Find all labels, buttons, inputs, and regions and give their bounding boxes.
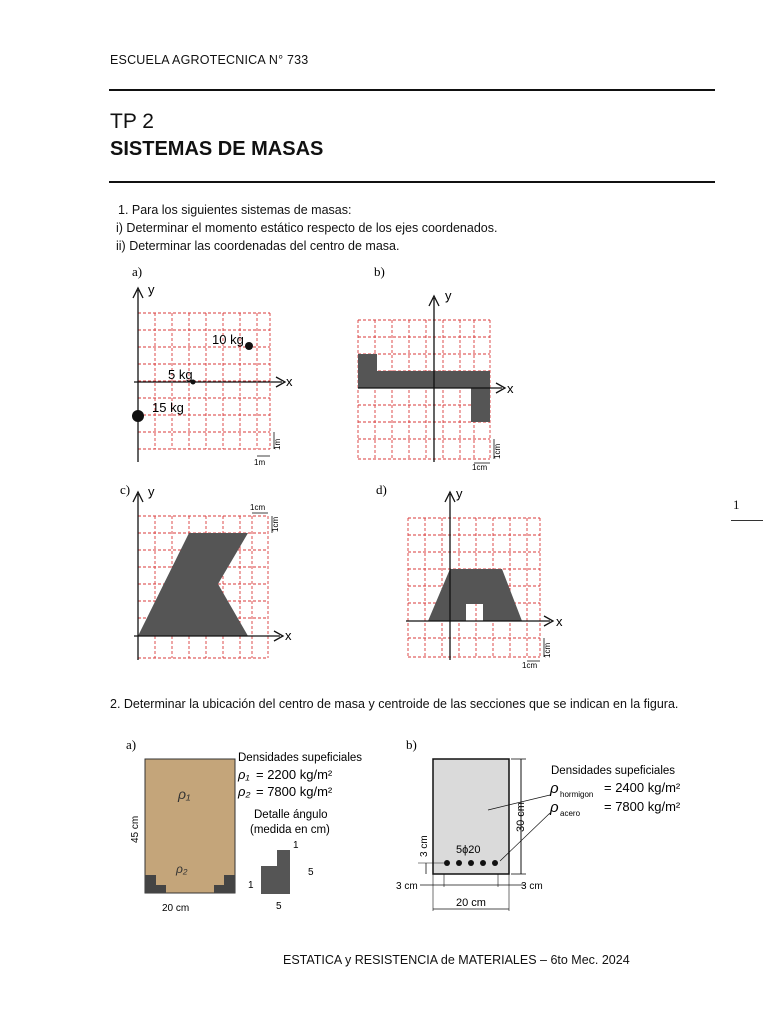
figure-2b-height: 30 cm (515, 802, 527, 832)
question-1 (118, 201, 497, 255)
figure-1c-unit-y: 1cm (271, 516, 280, 532)
mass-15kg-label: 15 kg (152, 400, 184, 415)
figure-1b-unit-y: 1cm (493, 443, 502, 459)
figure-1c-unit-x: 1cm (250, 503, 266, 512)
question-2: 2. Determinar la ubicación del centro de masa y centroide de las secciones que se indican en la figura. (110, 697, 679, 711)
tp-number: TP 2 (110, 110, 154, 133)
figure-1c-label: c) (120, 482, 131, 497)
title-rule (109, 181, 715, 183)
figure-1a-grid (138, 313, 270, 449)
mass-15kg-point (132, 410, 144, 422)
figure-1a-y-label: y (148, 282, 155, 297)
figure-2b-cover: 3 cm (419, 835, 430, 857)
rho-acero-value: = 7800 kg/m² (604, 799, 681, 814)
figure-1c-y-label: y (148, 484, 155, 499)
rho-acero-symbol: ρ (550, 799, 559, 816)
rho1-symbol-legend: ρ₁ (238, 767, 250, 782)
figure-1a-x-label: x (286, 374, 293, 389)
figure-1d-label: d) (376, 482, 387, 497)
rho2-symbol: ρ₂ (176, 862, 188, 876)
mass-10kg-label: 10 kg (212, 332, 244, 347)
figure-1b-label: b) (374, 264, 385, 279)
school-name: ESCUELA AGROTECNICA N° 733 (110, 53, 309, 67)
figure-1d-shape (428, 569, 522, 621)
rho-acero-sub: acero (560, 809, 581, 818)
angle-dim-left: 1 (248, 880, 254, 891)
rho-hormigon-sub: hormigon (560, 790, 594, 799)
margin-page-line (731, 520, 763, 521)
rho2-symbol-legend: ρ₂ (238, 784, 251, 799)
angle-dim-top: 1 (293, 840, 299, 851)
figure-1b-grid (358, 320, 490, 459)
angle-detail-shape (261, 850, 290, 894)
figure-1b-unit-x: 1cm (472, 463, 488, 472)
figure-1c (118, 480, 303, 670)
rho2-value: = 7800 kg/m² (256, 784, 333, 799)
figure-1d-x-label: x (556, 614, 563, 629)
figure-2b-right-cover: 3 cm (521, 881, 543, 892)
rebar-label: 5ϕ20 (456, 844, 481, 856)
figure-2b-left-cover: 3 cm (396, 881, 418, 892)
concrete-section (433, 759, 509, 874)
figure-1a-label: a) (132, 264, 143, 279)
section-rectangle (145, 759, 235, 893)
rho-hormigon-value: = 2400 kg/m² (604, 780, 681, 795)
margin-page-number: 1 (733, 497, 740, 512)
figure-2a-label: a) (126, 737, 137, 752)
figure-2a-density-title: Densidades supeficiales (238, 752, 363, 764)
figure-1b-y-label: y (445, 288, 452, 303)
mass-5kg-label: 5 kg (168, 367, 193, 382)
figure-1a-unit-y: 1m (273, 438, 282, 450)
figure-1d (370, 480, 570, 675)
rho-hormigon-symbol: ρ (550, 780, 559, 797)
figure-1b-x-label: x (507, 381, 514, 396)
question-1-line-3: ii) Determinar las coordenadas del centro de masa. (116, 239, 400, 253)
figure-1b (350, 262, 535, 472)
header-rule (109, 89, 715, 91)
question-1-line-1: 1. Para los siguientes sistemas de masas: (118, 203, 352, 217)
figure-2b-label: b) (406, 737, 417, 752)
figure-2b-width: 20 cm (456, 897, 486, 909)
angle-dim-bottom: 5 (276, 901, 282, 912)
rho1-symbol: ρ₁ (178, 786, 191, 802)
angle-detail-units: (medida en cm) (250, 824, 330, 836)
figure-2a-height: 45 cm (130, 815, 141, 843)
figure-2a-width: 20 cm (162, 903, 190, 914)
question-1-line-2: i) Determinar el momento estático respecto de los ejes coordenados. (116, 221, 498, 235)
page-title: SISTEMAS DE MASAS (110, 138, 324, 160)
figure-2b (390, 735, 710, 915)
footer-course: ESTATICA y RESISTENCIA de MATERIALES – 6to Mec. 2024 (283, 953, 630, 967)
figure-1c-shape (138, 533, 248, 636)
figure-1a (120, 262, 305, 472)
figure-2b-density-title: Densidades supeficiales (551, 765, 676, 777)
rho1-value: = 2200 kg/m² (256, 767, 333, 782)
angle-dim-right: 5 (308, 867, 314, 878)
mass-10kg-point (245, 342, 253, 350)
figure-1d-unit-x: 1cm (522, 661, 538, 670)
figure-1d-y-label: y (456, 486, 463, 501)
figure-2a (110, 735, 370, 915)
figure-1c-x-label: x (285, 628, 292, 643)
figure-1a-unit-x: 1m (254, 458, 266, 467)
figure-1d-unit-y: 1cm (543, 642, 552, 658)
angle-detail-title: Detalle ángulo (254, 809, 328, 821)
